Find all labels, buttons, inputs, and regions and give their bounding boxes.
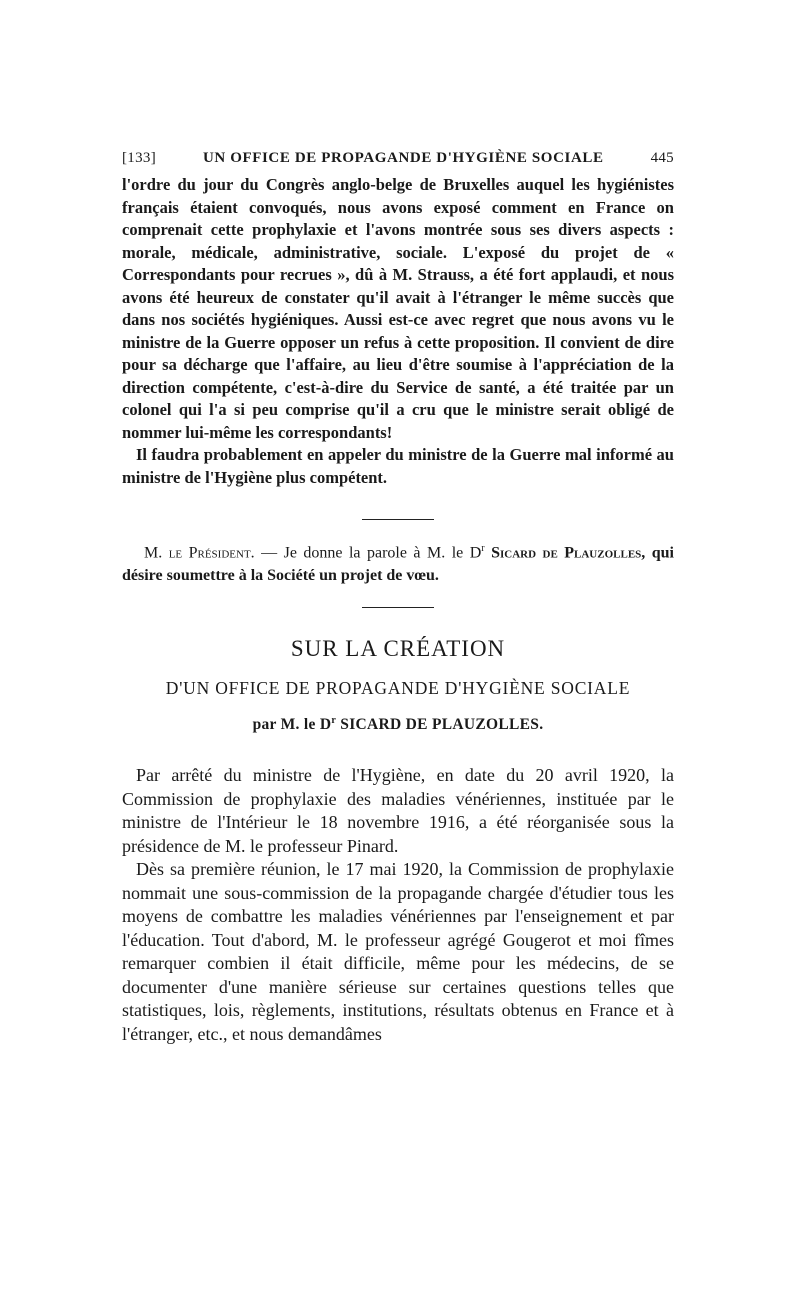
continued-text bbox=[122, 174, 674, 489]
speaker-name: Sicard de Plauzolles bbox=[491, 544, 642, 562]
page-number: 445 bbox=[650, 150, 674, 166]
byline-author: SICARD DE PLAUZOLLES. bbox=[336, 716, 544, 734]
article-title: SUR LA CRÉATION bbox=[290, 636, 506, 662]
body-paragraph: Par arrêté du ministre de l'Hygiène, en date du 20 avril 1920, la Commission de prophylaxie des maladies vénériennes, instituée par le ministre de l'Intérieur le 18 novembre 1916, a été réorganisée sous la présidence de M. le professeur Pinard. bbox=[122, 765, 674, 856]
body-paragraph: Dès sa première réunion, le 17 mai 1920, la Commission de prophylaxie nommait une sous-commission de la propagande chargée d'étudier tous les moyens de combattre les maladies vénériennes par l'enseignement et par l'éducation. Tout d'abord, M. le professeur agrégé Gougerot et moi fîmes remarquer combien il était difficile, même pour les médecins, de se documenter d'une manière sérieuse sur certaines questions telles que statistiques, lois, règlements, institutions, résultats obtenus en France et à l'étranger, etc., et nous demandâmes bbox=[122, 859, 674, 1044]
article-byline bbox=[122, 715, 674, 734]
article-body bbox=[122, 764, 674, 1046]
president-interjection bbox=[122, 538, 674, 587]
continued-paragraph: l'ordre du jour du Congrès anglo-belge de Bruxelles auquel les hygiénistes français étaient convoqués, nous avons exposé comment en France on comprenait cette prophylaxie et l'avons montrée sous ses divers aspects : morale, médicale, administrative, sociale. L'exposé du projet de « Correspondants pour recrues », dû à M. Strauss, a été fort applaudi, et nous avons été heureux de constater qu'il avait à l'étranger le même succès que dans nos sociétés hygiéniques. Aussi est-ce avec regret que nous avons vu le ministre de la Guerre opposer un refus à cette proposition. Il convient de dire pour sa décharge que l'affaire, au lieu d'être soumise à l'appréciation de la direction compétente, c'est-à-dire du Service de santé, a été traitée par un colonel qui l'a si peu comprise qu'il a cru que le ministre serait obligé de nommer lui-même les correspondants! bbox=[122, 175, 674, 442]
byline-prefix: par M. le D bbox=[252, 716, 332, 734]
page-reference: [133] bbox=[122, 150, 156, 166]
article-subtitle: D'UN OFFICE DE PROPAGANDE D'HYGIÈNE SOCIALE bbox=[165, 678, 631, 699]
running-head bbox=[122, 150, 674, 174]
speaker-label: M. le Président. bbox=[144, 544, 255, 562]
book-page bbox=[122, 150, 674, 1046]
interjection-text: — Je donne la parole à M. le D bbox=[254, 544, 482, 562]
interjection-text-end: , qui désire soumettre à la Société un projet de vœu. bbox=[122, 544, 674, 584]
byline-superscript: r bbox=[331, 715, 337, 727]
continued-paragraph: Il faudra probablement en appeler du ministre de la Guerre mal informé au ministre de l'Hygiène plus compétent. bbox=[122, 445, 674, 487]
doctor-superscript: r bbox=[481, 543, 485, 554]
running-title: UN OFFICE DE PROPAGANDE D'HYGIÈNE SOCIALE bbox=[202, 150, 604, 166]
